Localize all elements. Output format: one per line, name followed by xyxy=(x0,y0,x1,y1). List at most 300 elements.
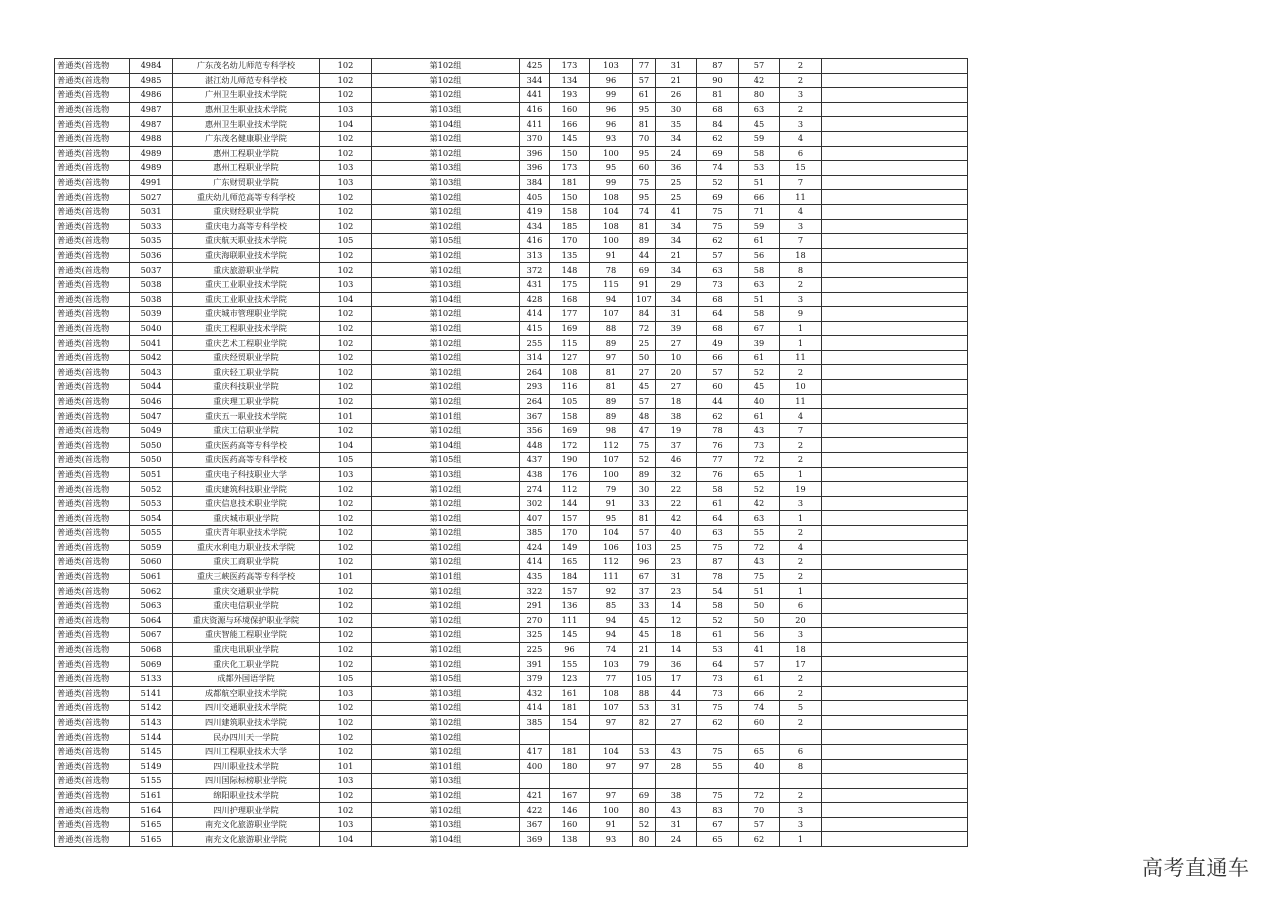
table-cell: 20 xyxy=(780,613,822,628)
table-cell: 96 xyxy=(590,73,633,88)
table-cell: 145 xyxy=(550,131,590,146)
table-cell: 181 xyxy=(550,175,590,190)
table-cell: 5033 xyxy=(130,219,173,234)
table-cell: 146 xyxy=(550,803,590,818)
table-cell: 160 xyxy=(550,102,590,117)
table-cell: 21 xyxy=(633,642,656,657)
table-cell: 102 xyxy=(320,190,372,205)
table-cell: 102 xyxy=(320,248,372,263)
table-cell: 101 xyxy=(320,569,372,584)
table-cell: 第103组 xyxy=(372,686,520,701)
table-cell: 367 xyxy=(520,817,550,832)
table-cell: 155 xyxy=(550,657,590,672)
table-cell: 45 xyxy=(739,380,780,395)
table-cell: 52 xyxy=(739,482,780,497)
table-cell: 45 xyxy=(633,613,656,628)
table-cell: 102 xyxy=(320,657,372,672)
table-cell: 438 xyxy=(520,467,550,482)
table-cell: 第102组 xyxy=(372,526,520,541)
table-cell: 75 xyxy=(697,788,739,803)
table-cell: 75 xyxy=(697,701,739,716)
table-cell: 52 xyxy=(633,817,656,832)
table-row xyxy=(55,496,968,511)
table-cell: 75 xyxy=(697,204,739,219)
table-row xyxy=(55,817,968,832)
table-cell: 37 xyxy=(656,438,697,453)
table-cell: 2 xyxy=(780,788,822,803)
table-cell: 103 xyxy=(320,774,372,789)
table-cell: 100 xyxy=(590,146,633,161)
table-cell: 168 xyxy=(550,292,590,307)
table-cell: 103 xyxy=(320,161,372,176)
table-cell: 107 xyxy=(590,453,633,468)
table-cell: 66 xyxy=(697,350,739,365)
table-cell: 普通类(首选物 xyxy=(55,175,130,190)
table-cell: 111 xyxy=(550,613,590,628)
table-cell: 68 xyxy=(697,102,739,117)
table-cell: 第105组 xyxy=(372,671,520,686)
table-cell: 普通类(首选物 xyxy=(55,511,130,526)
table-cell: 448 xyxy=(520,438,550,453)
table-row xyxy=(55,526,968,541)
table-cell: 2 xyxy=(780,365,822,380)
table-cell: 2 xyxy=(780,102,822,117)
table-cell: 75 xyxy=(633,175,656,190)
table-row xyxy=(55,321,968,336)
table-cell: 52 xyxy=(739,365,780,380)
table-cell: 63 xyxy=(739,511,780,526)
table-cell: 66 xyxy=(739,686,780,701)
table-cell: 102 xyxy=(320,380,372,395)
table-cell: 31 xyxy=(656,817,697,832)
table-cell: 第102组 xyxy=(372,190,520,205)
table-cell: 370 xyxy=(520,131,550,146)
table-cell: 普通类(首选物 xyxy=(55,263,130,278)
table-cell: 396 xyxy=(520,161,550,176)
table-cell xyxy=(822,365,968,380)
table-cell: 第103组 xyxy=(372,817,520,832)
table-cell: 普通类(首选物 xyxy=(55,730,130,745)
table-cell: 104 xyxy=(590,526,633,541)
table-cell: 97 xyxy=(590,715,633,730)
table-cell xyxy=(590,774,633,789)
table-cell: 5069 xyxy=(130,657,173,672)
table-cell: 190 xyxy=(550,453,590,468)
table-cell: 3 xyxy=(780,117,822,132)
table-cell: 普通类(首选物 xyxy=(55,788,130,803)
table-cell: 重庆科技职业学院 xyxy=(173,380,320,395)
table-row xyxy=(55,657,968,672)
table-cell: 60 xyxy=(697,380,739,395)
table-cell: 66 xyxy=(739,190,780,205)
table-cell: 重庆电信职业学院 xyxy=(173,598,320,613)
table-cell: 28 xyxy=(656,759,697,774)
table-cell: 5149 xyxy=(130,759,173,774)
table-cell: 94 xyxy=(590,292,633,307)
table-cell: 77 xyxy=(697,453,739,468)
table-cell: 103 xyxy=(320,817,372,832)
table-cell: 重庆工业职业技术学院 xyxy=(173,292,320,307)
table-cell: 68 xyxy=(697,292,739,307)
table-cell xyxy=(822,598,968,613)
table-cell: 普通类(首选物 xyxy=(55,832,130,847)
table-cell: 普通类(首选物 xyxy=(55,774,130,789)
table-row xyxy=(55,555,968,570)
table-cell: 89 xyxy=(590,394,633,409)
table-cell: 98 xyxy=(590,423,633,438)
table-cell: 4986 xyxy=(130,88,173,103)
table-cell: 103 xyxy=(590,59,633,74)
table-cell: 57 xyxy=(739,657,780,672)
table-cell: 50 xyxy=(739,613,780,628)
table-cell: 4 xyxy=(780,540,822,555)
table-cell: 5054 xyxy=(130,511,173,526)
table-cell: 181 xyxy=(550,701,590,716)
table-cell: 55 xyxy=(697,759,739,774)
table-cell: 180 xyxy=(550,759,590,774)
table-cell: 53 xyxy=(697,642,739,657)
table-cell: 8 xyxy=(780,263,822,278)
table-cell: 广东茂名健康职业学院 xyxy=(173,131,320,146)
table-cell: 72 xyxy=(633,321,656,336)
table-cell: 50 xyxy=(633,350,656,365)
table-cell: 291 xyxy=(520,598,550,613)
table-cell: 第102组 xyxy=(372,701,520,716)
table-cell: 225 xyxy=(520,642,550,657)
table-cell: 76 xyxy=(697,467,739,482)
table-cell: 193 xyxy=(550,88,590,103)
table-cell: 40 xyxy=(656,526,697,541)
table-cell: 3 xyxy=(780,628,822,643)
table-row xyxy=(55,394,968,409)
table-cell xyxy=(822,817,968,832)
table-cell: 102 xyxy=(320,540,372,555)
table-cell xyxy=(822,423,968,438)
table-cell: 73 xyxy=(697,686,739,701)
table-cell: 314 xyxy=(520,350,550,365)
table-cell: 31 xyxy=(656,59,697,74)
table-cell: 108 xyxy=(590,686,633,701)
table-cell: 2 xyxy=(780,686,822,701)
table-cell: 99 xyxy=(590,88,633,103)
table-cell: 57 xyxy=(697,248,739,263)
table-cell: 74 xyxy=(739,701,780,716)
table-cell: 79 xyxy=(633,657,656,672)
table-cell: 71 xyxy=(739,204,780,219)
table-cell: 69 xyxy=(697,146,739,161)
table-cell: 27 xyxy=(656,715,697,730)
table-cell: 第104组 xyxy=(372,292,520,307)
table-cell: 102 xyxy=(320,204,372,219)
table-cell: 102 xyxy=(320,526,372,541)
table-cell: 1 xyxy=(780,584,822,599)
table-cell: 127 xyxy=(550,350,590,365)
table-cell: 94 xyxy=(590,628,633,643)
table-cell: 5144 xyxy=(130,730,173,745)
table-cell: 115 xyxy=(550,336,590,351)
table-cell: 四川建筑职业技术学院 xyxy=(173,715,320,730)
table-cell: 普通类(首选物 xyxy=(55,540,130,555)
table-cell: 58 xyxy=(739,263,780,278)
table-cell: 6 xyxy=(780,146,822,161)
table-cell: 89 xyxy=(590,336,633,351)
table-cell: 56 xyxy=(739,248,780,263)
table-cell: 181 xyxy=(550,744,590,759)
table-cell: 94 xyxy=(590,613,633,628)
table-cell: 115 xyxy=(590,277,633,292)
table-cell: 43 xyxy=(739,555,780,570)
table-row xyxy=(55,263,968,278)
table-cell: 3 xyxy=(780,803,822,818)
table-cell: 第102组 xyxy=(372,204,520,219)
table-cell: 42 xyxy=(739,73,780,88)
table-cell xyxy=(822,117,968,132)
table-cell: 普通类(首选物 xyxy=(55,409,130,424)
table-row xyxy=(55,715,968,730)
table-cell: 431 xyxy=(520,277,550,292)
table-cell: 53 xyxy=(739,161,780,176)
table-cell: 1 xyxy=(780,336,822,351)
table-cell: 5165 xyxy=(130,817,173,832)
table-cell: 4988 xyxy=(130,131,173,146)
table-cell: 65 xyxy=(697,832,739,847)
table-cell: 416 xyxy=(520,102,550,117)
table-cell: 普通类(首选物 xyxy=(55,336,130,351)
table-cell: 5050 xyxy=(130,453,173,468)
table-cell: 75 xyxy=(697,540,739,555)
table-cell: 第102组 xyxy=(372,788,520,803)
table-cell: 第103组 xyxy=(372,277,520,292)
table-cell xyxy=(822,701,968,716)
table-cell: 普通类(首选物 xyxy=(55,161,130,176)
table-cell: 重庆工程职业技术学院 xyxy=(173,321,320,336)
table-cell: 5143 xyxy=(130,715,173,730)
table-cell: 普通类(首选物 xyxy=(55,569,130,584)
table-cell: 169 xyxy=(550,423,590,438)
table-cell: 101 xyxy=(320,409,372,424)
table-cell: 民办四川天一学院 xyxy=(173,730,320,745)
table-cell: 5040 xyxy=(130,321,173,336)
table-cell: 97 xyxy=(590,788,633,803)
table-cell: 第104组 xyxy=(372,117,520,132)
table-cell: 34 xyxy=(656,263,697,278)
table-row xyxy=(55,336,968,351)
table-cell: 第102组 xyxy=(372,59,520,74)
table-cell: 63 xyxy=(697,263,739,278)
table-cell: 116 xyxy=(550,380,590,395)
table-cell: 64 xyxy=(697,307,739,322)
table-cell: 102 xyxy=(320,219,372,234)
data-table xyxy=(54,58,968,847)
table-cell: 61 xyxy=(739,350,780,365)
table-cell: 第105组 xyxy=(372,234,520,249)
table-cell: 第102组 xyxy=(372,628,520,643)
table-cell xyxy=(822,161,968,176)
table-cell: 普通类(首选物 xyxy=(55,292,130,307)
table-cell: 372 xyxy=(520,263,550,278)
table-row xyxy=(55,453,968,468)
table-cell xyxy=(822,204,968,219)
table-cell: 惠州卫生职业技术学院 xyxy=(173,117,320,132)
table-cell: 102 xyxy=(320,584,372,599)
table-row xyxy=(55,73,968,88)
table-cell: 96 xyxy=(590,102,633,117)
table-cell: 63 xyxy=(739,277,780,292)
table-cell: 103 xyxy=(590,657,633,672)
table-cell: 第102组 xyxy=(372,540,520,555)
table-cell: 169 xyxy=(550,321,590,336)
table-cell: 411 xyxy=(520,117,550,132)
table-cell: 10 xyxy=(656,350,697,365)
table-cell: 270 xyxy=(520,613,550,628)
table-cell: 40 xyxy=(739,759,780,774)
table-cell: 7 xyxy=(780,234,822,249)
table-cell: 83 xyxy=(697,803,739,818)
table-cell xyxy=(822,88,968,103)
table-cell: 97 xyxy=(633,759,656,774)
table-cell: 51 xyxy=(739,584,780,599)
table-cell: 25 xyxy=(656,190,697,205)
table-cell: 1 xyxy=(780,321,822,336)
table-cell: 73 xyxy=(697,277,739,292)
table-cell: 102 xyxy=(320,803,372,818)
table-cell: 37 xyxy=(633,584,656,599)
table-cell: 72 xyxy=(739,453,780,468)
table-cell: 普通类(首选物 xyxy=(55,380,130,395)
table-cell: 5037 xyxy=(130,263,173,278)
table-cell: 重庆交通职业学院 xyxy=(173,584,320,599)
table-cell: 102 xyxy=(320,496,372,511)
table-cell: 第101组 xyxy=(372,569,520,584)
table-cell: 424 xyxy=(520,540,550,555)
table-cell: 44 xyxy=(697,394,739,409)
table-cell xyxy=(590,730,633,745)
table-cell: 134 xyxy=(550,73,590,88)
table-cell: 79 xyxy=(590,482,633,497)
table-cell: 普通类(首选物 xyxy=(55,526,130,541)
table-cell: 4991 xyxy=(130,175,173,190)
table-cell: 417 xyxy=(520,744,550,759)
table-cell: 普通类(首选物 xyxy=(55,701,130,716)
table-cell: 2 xyxy=(780,277,822,292)
table-cell: 43 xyxy=(656,744,697,759)
table-cell: 52 xyxy=(697,175,739,190)
table-cell xyxy=(633,774,656,789)
table-cell: 重庆水利电力职业技术学院 xyxy=(173,540,320,555)
table-cell: 88 xyxy=(590,321,633,336)
table-cell: 重庆智能工程职业学院 xyxy=(173,628,320,643)
table-cell: 普通类(首选物 xyxy=(55,803,130,818)
table-cell xyxy=(822,496,968,511)
table-cell: 成都航空职业技术学院 xyxy=(173,686,320,701)
table-cell: 43 xyxy=(739,423,780,438)
table-cell: 46 xyxy=(656,453,697,468)
table-cell: 第101组 xyxy=(372,409,520,424)
table-cell: 5043 xyxy=(130,365,173,380)
table-cell: 95 xyxy=(633,102,656,117)
table-cell: 第102组 xyxy=(372,496,520,511)
table-cell: 70 xyxy=(739,803,780,818)
table-row xyxy=(55,292,968,307)
table-cell: 69 xyxy=(633,788,656,803)
table-cell xyxy=(822,438,968,453)
table-cell: 普通类(首选物 xyxy=(55,467,130,482)
table-cell: 3 xyxy=(780,817,822,832)
table-cell xyxy=(822,584,968,599)
table-cell: 102 xyxy=(320,628,372,643)
table-cell: 重庆理工职业学院 xyxy=(173,394,320,409)
table-cell: 391 xyxy=(520,657,550,672)
table-cell: 80 xyxy=(739,88,780,103)
table-cell: 5061 xyxy=(130,569,173,584)
table-cell: 367 xyxy=(520,409,550,424)
table-cell: 90 xyxy=(697,73,739,88)
table-cell xyxy=(697,774,739,789)
table-cell xyxy=(822,102,968,117)
table-cell xyxy=(822,715,968,730)
table-cell xyxy=(822,263,968,278)
table-cell: 106 xyxy=(590,540,633,555)
table-cell: 3 xyxy=(780,496,822,511)
table-cell: 105 xyxy=(550,394,590,409)
table-cell: 72 xyxy=(739,540,780,555)
table-cell: 第102组 xyxy=(372,307,520,322)
table-row xyxy=(55,467,968,482)
table-cell: 5060 xyxy=(130,555,173,570)
table-cell: 40 xyxy=(739,394,780,409)
table-cell: 414 xyxy=(520,555,550,570)
table-cell: 4989 xyxy=(130,146,173,161)
table-cell: 第104组 xyxy=(372,832,520,847)
table-cell: 59 xyxy=(739,131,780,146)
table-cell: 普通类(首选物 xyxy=(55,715,130,730)
table-cell: 第102组 xyxy=(372,131,520,146)
table-cell: 170 xyxy=(550,234,590,249)
table-cell: 87 xyxy=(697,555,739,570)
table-cell: 45 xyxy=(739,117,780,132)
table-cell: 24 xyxy=(656,832,697,847)
table-cell: 148 xyxy=(550,263,590,278)
table-cell: 57 xyxy=(739,817,780,832)
table-row xyxy=(55,59,968,74)
table-cell: 385 xyxy=(520,715,550,730)
table-cell: 普通类(首选物 xyxy=(55,686,130,701)
table-cell xyxy=(822,628,968,643)
table-cell xyxy=(822,482,968,497)
table-cell: 103 xyxy=(633,540,656,555)
table-cell: 2 xyxy=(780,671,822,686)
table-cell: 5047 xyxy=(130,409,173,424)
table-cell: 31 xyxy=(656,569,697,584)
table-cell: 104 xyxy=(590,744,633,759)
table-cell: 96 xyxy=(550,642,590,657)
table-cell: 61 xyxy=(739,671,780,686)
table-cell xyxy=(656,774,697,789)
table-cell: 10 xyxy=(780,380,822,395)
table-cell: 18 xyxy=(780,248,822,263)
table-cell: 47 xyxy=(633,423,656,438)
table-cell: 99 xyxy=(590,175,633,190)
table-cell xyxy=(822,350,968,365)
table-cell: 普通类(首选物 xyxy=(55,453,130,468)
table-cell: 重庆电力高等专科学校 xyxy=(173,219,320,234)
table-cell: 112 xyxy=(550,482,590,497)
table-cell: 63 xyxy=(739,102,780,117)
table-cell: 第104组 xyxy=(372,438,520,453)
table-cell: 69 xyxy=(697,190,739,205)
table-cell: 第102组 xyxy=(372,219,520,234)
table-row xyxy=(55,540,968,555)
